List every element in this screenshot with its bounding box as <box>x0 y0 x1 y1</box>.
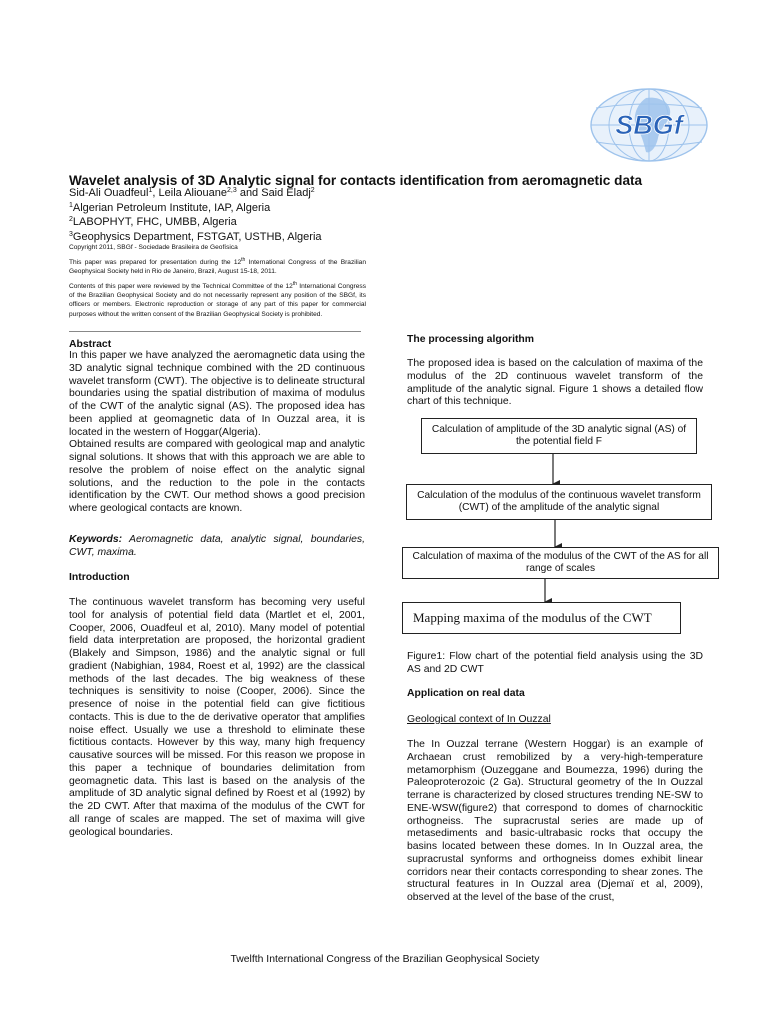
geological-context-subheading: Geological context of In Ouzzal <box>407 714 551 725</box>
affiliation-2: $^2$LABOPHYT, FHC, UMBB, Algeria <box>69 216 237 229</box>
introduction-heading: Introduction <box>69 572 130 583</box>
presentation-notice: This paper was prepared for presentation during the 12th International Congress of the Brazilian Geophysical Society held in Rio de Janeiro, Brazil, August 15-18, 2011. <box>69 257 366 276</box>
paper-title: Wavelet analysis of 3D Analytic signal for contacts identification from aeromagnetic data <box>69 173 643 188</box>
sbgf-logo <box>586 86 712 164</box>
flowchart-step-4: Mapping maxima of the modulus of the CWT <box>402 602 681 634</box>
keywords: Keywords: Aeromagnetic data, analytic signal, boundaries, CWT, maxima. <box>69 534 365 558</box>
author-line: Sid-Ali Ouadfeul$^1$, Leila Aliouane$^{2,3}$ and Said Eladj$^2$ <box>69 187 315 199</box>
flowchart-step-1: Calculation of amplitude of the 3D analytic signal (AS) of the potential field F <box>421 418 697 454</box>
divider <box>69 331 361 332</box>
introduction-body: The continuous wavelet transform has becoming very useful tool for analysis of potential field data (Martlet et el, 2001, Cooper, 2006, Ouadfeul et al, 2010). Many model of potential field data interpretation are proposed, the horizontal gradient (Blakely and Simpson, 1986) and the analytic signal or full gradient (Nabighian, 1984, Roest et al, 1992) are the classical methods of the last decades. The big weakness of these techniques is sensitivity to noise (Cooper, 2006). Since the presence of noise in the potential field can give fictitious contacts. This is due to the de derivative operator that amplifies noise effect. Usually we use a threshold to eliminate these fictitious contacts. However by this way, many high frequency causative sources will be missed. For this reason we propose in this paper a technique of boundaries delimitation from geomagnetic data. This last is based on the analysis of the amplitude of 3D analytic signal defined by Roest et al (1992) by the 2D CWT. After that maxima of the modulus of the CWT for all range of scales are mapped. The set of maxima will give geological boundaries. <box>69 597 365 838</box>
processing-body: The proposed idea is based on the calculation of maxima of the modulus of the 2D continuous wavelet transform of the amplitude of the analytic signal. Figure 1 shows a detailed flow chart of this technique. <box>407 358 703 408</box>
flowchart-step-2: Calculation of the modulus of the continuous wavelet transform (CWT) of the amplitude of the analytic signal <box>406 484 712 520</box>
affiliation-3: $^3$Geophysics Department, FSTGAT, USTHB, Algeria <box>69 230 322 243</box>
geological-context-body: The In Ouzzal terrane (Western Hoggar) is an example of Archaean crust remobilized by a very-high-temperature metamorphism (Ouzeggane and Boumezza, 1996) during the Paleoproterozoic (2 Ga). Structural geometry of the In Ouzzal terrane is characterized by closed structures trending NE-SW to ENE-WSW(figure2) that correspond to domes of charnockitic orthogneiss. The supracrustal series are made up of metasediments and basic-ultrabasic rocks that occupy the basins located between these domes. In In Ouzzal area, the supracrustal synforms and orthogneiss domes exhibit linear corridors near their contacts corresponding to shear zones. The structural features in In Ouzzal area (Djemaï et al, 2009), observed at the level of the base of the crust, <box>407 739 703 903</box>
page-footer: Twelfth International Congress of the Brazilian Geophysical Society <box>230 954 540 965</box>
application-heading: Application on real data <box>407 688 525 699</box>
figure-caption: Figure1: Flow chart of the potential field analysis using the 3D AS and 2D CWT <box>407 651 703 675</box>
author-block <box>69 186 409 244</box>
review-notice: Contents of this paper were reviewed by the Technical Committee of the 12th International Congress of the Brazilian Geophysical Society and do not necessarily represent any position of the SBGf, its officers or members. Electronic reproduction or storage of any part of this paper for commercial purposes without the written consent of the Brazilian Geophysical Society is prohibited. <box>69 281 366 318</box>
abstract-heading: Abstract <box>69 339 112 350</box>
processing-heading: The processing algorithm <box>407 334 535 345</box>
affiliation-1: $^1$Algerian Petroleum Institute, IAP, Algeria <box>69 201 271 214</box>
logo-text: SBGf <box>615 110 683 140</box>
flowchart-step-3: Calculation of maxima of the modulus of the CWT of the AS for all range of scales <box>402 547 719 579</box>
abstract-body: In this paper we have analyzed the aeromagnetic data using the 3D analytic signal technique combined with the 2D continuous wavelet transform (CWT). The objective is to delineate structural boundaries using the spatial distribution of maxima of modulus of the CWT of the analytic signal (AS). The proposed idea has been applied at geomagnetic data of In Ouzzal area, it is located in the western of Hoggar(Algeria). Obtained results are compared with geological map and analytic signal solutions. It shows that with this approach we are able to resolve the problem of noise effect on the analytic signal solutions, and the reduction to the pole in the contacts identification by the CWT. Our method shows a good precision where geological contacts are known. <box>69 350 365 514</box>
copyright-notice: Copyright 2011, SBGf - Sociedade Brasileira de Geofísica <box>69 244 238 251</box>
